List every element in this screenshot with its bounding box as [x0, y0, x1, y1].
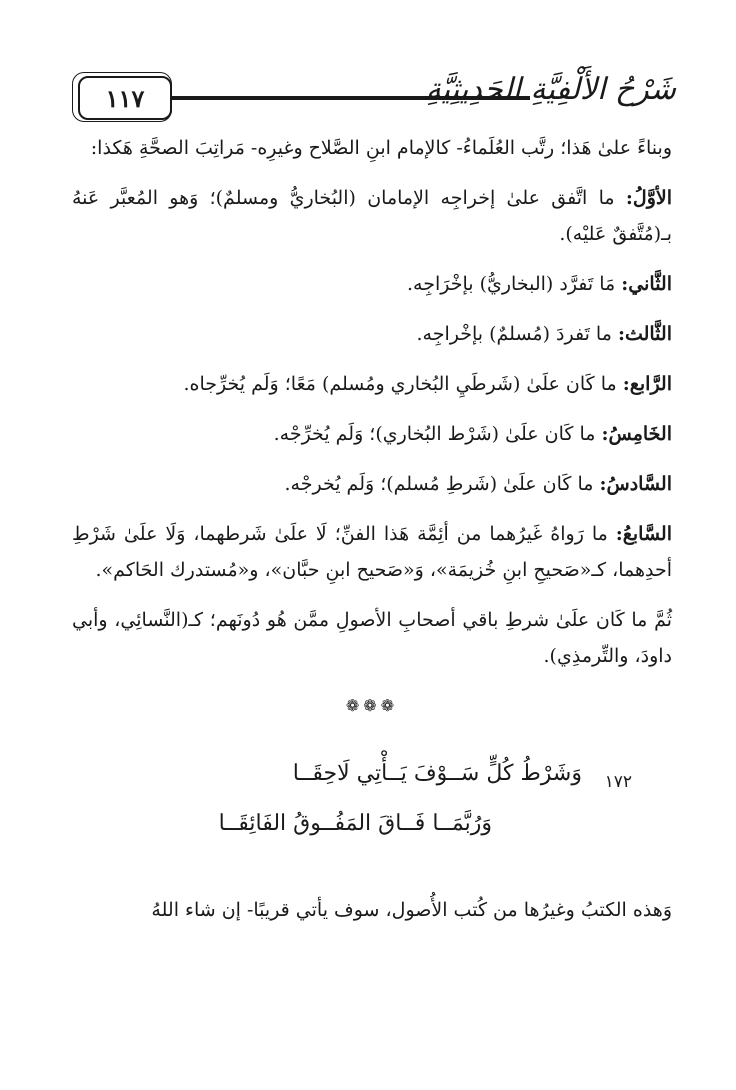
rank-label: السَّادسُ: — [599, 473, 672, 495]
paragraph-text: ما رَواهُ غَيرُهما من أئِمَّة هَذا الفنِّ؛ لَا علَىٰ شَرطهما، وَلَا علَىٰ شَرْطِ أحدِهما، كـ«صَحيحِ ابنِ خُزيمَة»، وَ«صَحيح ابنِ حبَّان»، و«مُستدرك الحَاكم». — [72, 523, 672, 581]
page-body — [72, 130, 672, 947]
running-title: شَرْحُ الأَلْفِيَّةِ الحَدِيثِيَّةِ — [425, 72, 676, 107]
paragraph-text: ما كَان علَىٰ (شَرْط البُخاري)؛ وَلَم يُخرِّجْه. — [273, 423, 602, 445]
paragraph-rank-6 — [72, 466, 672, 502]
rank-label: الثَّالث: — [617, 323, 672, 345]
paragraph-text: مَا تَفرَّد (البخاريُّ) بإخْرَاجِه. — [407, 273, 622, 295]
verse-first-hemistich: وَشَرْطُ كُلٍّ سَــوْفَ يَــأْتِي لَاحِقَــا — [292, 761, 582, 786]
paragraph-rank-7 — [72, 516, 672, 588]
page-number: ١١٧ — [78, 76, 172, 120]
rank-label: السَّابعُ: — [615, 523, 672, 545]
paragraph-rank-5 — [72, 416, 672, 452]
paragraph-text: ثُمَّ ما كَان علَىٰ شرطِ باقي أصحابِ الأصولِ ممَّن هُو دُونَهم؛ كـ(النَّسائِي، وأبي داودَ، والتِّرمذِي). — [72, 609, 672, 667]
paragraph-continuation: وَهذه الكتبُ وغيرُها من كُتب الأُصول، سوف يأتي قريبًا- إن شاء اللهُ — [151, 899, 672, 921]
paragraph-rank-4 — [72, 366, 672, 402]
paragraph-text: ما كَان علَىٰ (شَرطِ مُسلم)؛ وَلَم يُخرجْه. — [284, 473, 600, 495]
verse-second-hemistich: وَرُبَّمَــا فَــاقَ المَفُــوقُ الفَائِقَــا — [218, 811, 492, 836]
paragraph-text: وبناءً علىٰ هَذا؛ رتَّب العُلَماءُ- كالإمام ابنِ الصَّلاح وغيرِه- مَراتِبَ الصحَّةِ هَكذا: — [90, 137, 672, 159]
paragraph-text: ما كَان علَىٰ (شَرطَيِ البُخاري ومُسلم) مَعًا؛ وَلَم يُخرِّجاه. — [183, 373, 623, 395]
paragraph-rank-3 — [72, 316, 672, 352]
page-header — [70, 68, 676, 128]
paragraph-text: ما اتَّفق علىٰ إخراجِه الإمامان (البُخاريُّ ومسلمٌ)؛ وَهو المُعبَّر عَنهُ بـ(مُتَّفقٌ عَليْه). — [72, 187, 672, 245]
rank-label: الثَّاني: — [621, 273, 672, 295]
verse-number: ١٧٢ — [604, 772, 632, 792]
rank-label: الرَّابع: — [622, 373, 672, 395]
section-separator: ❁❁❁ — [345, 696, 399, 715]
paragraph-rank-1 — [72, 180, 672, 252]
paragraph-rank-2 — [72, 266, 672, 302]
paragraph-closing — [72, 602, 672, 674]
poem-verse — [72, 750, 672, 868]
rank-label: الخَامِسُ: — [601, 423, 672, 445]
rank-label: الأوَّلُ: — [625, 187, 672, 209]
paragraph-intro — [72, 130, 672, 166]
paragraph-text: ما تَفردَ (مُسلمٌ) بإخْراجِه. — [416, 323, 618, 345]
